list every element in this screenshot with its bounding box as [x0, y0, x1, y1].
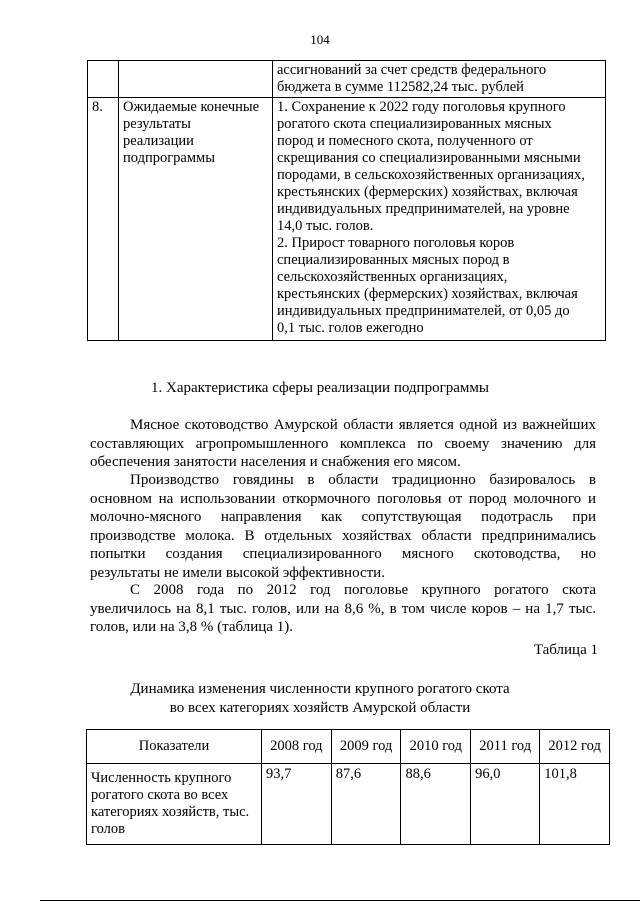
paragraph-line: попытки создания специализированного мясного скотоводства, но [90, 546, 596, 562]
row-label-cell [119, 98, 273, 341]
content-line: крестьянских (фермерских) хозяйствах, включая [277, 184, 578, 200]
paragraph [90, 471, 596, 582]
header-cell-indicator: Показатели [87, 730, 262, 764]
subprogram-passport-table [87, 60, 606, 341]
content-line: индивидуальных предпринимателей, от 0,05 до [277, 303, 570, 319]
paragraph-line: голов, или на 3,8 % (таблица 1). [90, 619, 293, 635]
page-bottom-rule [40, 900, 640, 901]
paragraph-line: обеспечения занятости населения и снабжения его мясом. [90, 454, 461, 470]
paragraph-line: молочно-мясного направления как сопутствующая подотрасль при [90, 509, 596, 525]
paragraph-line: основном на использовании откормочного поголовья от пород молочного и [90, 490, 596, 507]
header-cell-year: 2008 год [262, 730, 332, 764]
content-line: породами, в сельскохозяйственных организациях, [277, 167, 585, 183]
row-number-cell: 8. [88, 98, 119, 341]
paragraph [90, 581, 596, 637]
table-header-row [87, 730, 610, 764]
paragraph-line: составляющих агропромышленного комплекса по своему значению для [90, 435, 596, 452]
row-content-cell [273, 98, 606, 341]
row-label-cell [87, 764, 262, 845]
header-cell-year: 2012 год [540, 730, 610, 764]
paragraph-line: Производство говядины в области традиционно базировалось в [130, 472, 596, 488]
page-number: 104 [310, 32, 330, 47]
value-cell-2011: 96,0 [471, 764, 540, 845]
label-line: категориях хозяйств, тыс. [91, 804, 250, 820]
table-number: Таблица 1 [533, 642, 598, 658]
table-caption [0, 680, 640, 718]
content-line: сельскохозяйственных организациях, [277, 269, 508, 285]
content-line: индивидуальных предпринимателей, на уровне [277, 201, 570, 217]
content-line: 1. Сохранение к 2022 году поголовья крупного [277, 99, 566, 115]
content-line: бюджета в сумме 112582,24 тыс. рублей [277, 79, 524, 95]
header-cell-year: 2011 год [471, 730, 540, 764]
header-cell-year: 2009 год [331, 730, 401, 764]
table-row [88, 61, 606, 98]
paragraph-line: производстве молока. В отдельных хозяйствах области предпринимались [90, 527, 596, 544]
value-cell-2010: 88,6 [401, 764, 471, 845]
header-cell-year: 2010 год [401, 730, 471, 764]
content-line: скрещивания со специализированными мясными [277, 150, 581, 166]
row-label-cell [119, 61, 273, 98]
paragraph-line: Мясное скотоводство Амурской области является одной из важнейших [130, 417, 596, 433]
content-line: рогатого скота специализированных мясных [277, 116, 552, 132]
label-line: реализации [123, 133, 194, 149]
label-line: Ожидаемые конечные [123, 99, 260, 115]
paragraph-line: результаты не имели высокой эффективности. [90, 564, 385, 581]
label-line: подпрограммы [123, 150, 215, 166]
paragraph-line: С 2008 года по 2012 год поголовье крупного рогатого скота [130, 582, 596, 598]
content-line: 2. Прирост товарного поголовья коров [277, 235, 515, 251]
caption-line: Динамика изменения численности крупного рогатого скота [130, 681, 510, 697]
cattle-dynamics-table [86, 729, 610, 845]
label-line: голов [91, 821, 125, 837]
row-number-cell [88, 61, 119, 98]
caption-line: во всех категориях хозяйств Амурской области [169, 700, 471, 716]
label-line: результаты [123, 116, 191, 132]
content-line: специализированных мясных пород в [277, 252, 510, 268]
value-cell-2012: 101,8 [540, 764, 610, 845]
value-cell-2009: 87,6 [331, 764, 401, 845]
table-row [87, 764, 610, 845]
label-line: Численность крупного [91, 770, 232, 786]
content-line: крестьянских (фермерских) хозяйствах, включая [277, 286, 578, 302]
label-line: рогатого скота во всех [91, 787, 229, 803]
content-line: 0,1 тыс. голов ежегодно [277, 320, 424, 336]
value-cell-2008: 93,7 [262, 764, 332, 845]
content-line: пород и помесного скота, полученного от [277, 133, 533, 149]
table-row [88, 98, 606, 341]
content-line: 14,0 тыс. голов. [277, 218, 374, 234]
paragraph [90, 416, 596, 472]
section-heading: 1. Характеристика сферы реализации подпрограммы [151, 380, 489, 396]
paragraph-line: увеличилось на 8,1 тыс. голов, или на 8,6 %, в том числе коров – на 1,7 тыс. [90, 600, 596, 617]
row-content-cell [273, 61, 606, 98]
content-line: ассигнований за счет средств федерального [277, 62, 547, 78]
